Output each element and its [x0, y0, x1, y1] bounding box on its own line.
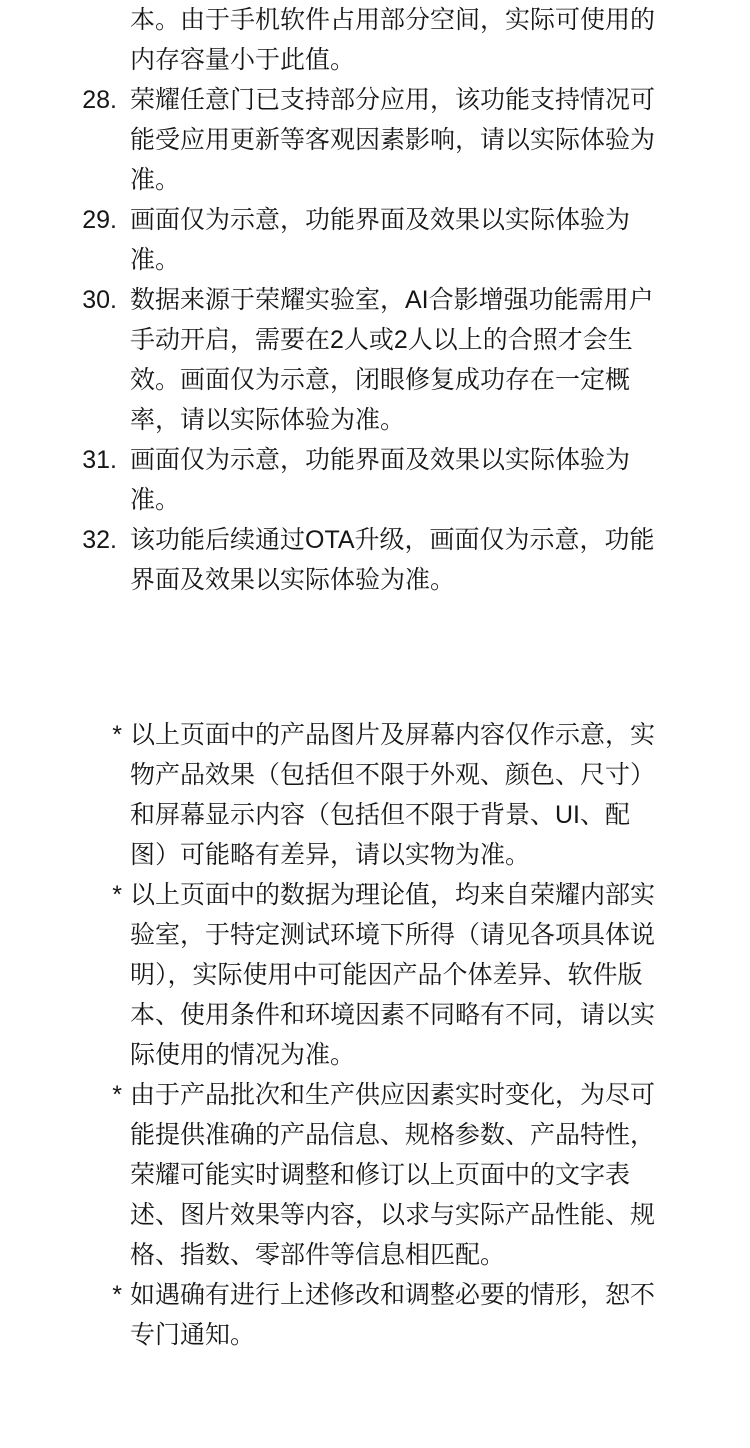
- footnotes-section: [0, 715, 750, 1355]
- text-line: 能受应用更新等客观因素影响，请以实际体验为: [130, 126, 656, 154]
- text-line: 该功能后续通过OTA升级，画面仅为示意，功能: [130, 526, 655, 554]
- numbered-note-29: [0, 200, 750, 280]
- text-line: 荣耀任意门已支持部分应用，该功能支持情况可: [130, 86, 656, 114]
- text-line: 本、使用条件和环境因素不同略有不同，请以实: [130, 1001, 656, 1029]
- numbered-note-30: [0, 280, 750, 440]
- text-line: 率，请以实际体验为准。: [130, 406, 406, 434]
- text-line: 手动开启，需要在2人或2人以上的合照才会生: [130, 326, 633, 354]
- asterisk-marker: *: [112, 721, 122, 749]
- text-line: 由于产品批次和生产供应因素实时变化，为尽可: [130, 1081, 656, 1109]
- text-line: 本。由于手机软件占用部分空间，实际可使用的: [130, 6, 656, 34]
- text-line: 画面仅为示意，功能界面及效果以实际体验为: [130, 446, 631, 474]
- numbered-note-31: [0, 440, 750, 520]
- asterisk-marker: *: [112, 881, 122, 909]
- text-line: 能提供准确的产品信息、规格参数、产品特性，: [130, 1121, 656, 1149]
- text-line: 和屏幕显示内容（包括但不限于背景、UI、配: [130, 801, 631, 829]
- text-line: 明），实际使用中可能因产品个体差异、软件版: [130, 961, 643, 989]
- text-line: 界面及效果以实际体验为准。: [130, 566, 456, 594]
- text-line: 准。: [130, 166, 181, 194]
- list-number: 30.: [82, 286, 117, 314]
- numbered-notes-section: [0, 0, 750, 600]
- text-line: 内存容量小于此值。: [130, 46, 356, 74]
- text-line: 准。: [130, 486, 181, 514]
- text-line: 专门通知。: [130, 1321, 256, 1349]
- numbered-note-28: [0, 80, 750, 200]
- text-line: 物产品效果（包括但不限于外观、颜色、尺寸）: [130, 761, 656, 789]
- text-line: 准。: [130, 246, 181, 274]
- text-line: 效。画面仅为示意，闭眼修复成功存在一定概: [130, 366, 631, 394]
- list-number: 28.: [82, 86, 117, 114]
- footnote-product-batches: [0, 1075, 750, 1275]
- list-number: 29.: [82, 206, 117, 234]
- text-line: 如遇确有进行上述修改和调整必要的情形，恕不: [130, 1281, 656, 1309]
- text-line: 以上页面中的产品图片及屏幕内容仅作示意，实: [130, 721, 656, 749]
- numbered-note-32: [0, 520, 750, 600]
- note-continuation: [0, 0, 750, 80]
- asterisk-marker: *: [112, 1081, 122, 1109]
- text-line: 画面仅为示意，功能界面及效果以实际体验为: [130, 206, 631, 234]
- text-line: 验室，于特定测试环境下所得（请见各项具体说: [130, 921, 656, 949]
- text-line: 际使用的情况为准。: [130, 1041, 356, 1069]
- text-line: 荣耀可能实时调整和修订以上页面中的文字表: [130, 1161, 631, 1189]
- list-number: 32.: [82, 526, 117, 554]
- text-line: 以上页面中的数据为理论值，均来自荣耀内部实: [130, 881, 656, 909]
- footnote-product-images: [0, 715, 750, 875]
- asterisk-marker: *: [112, 1281, 122, 1309]
- text-line: 数据来源于荣耀实验室，AI合影增强功能需用户: [130, 286, 654, 314]
- footnote-lab-data: [0, 875, 750, 1075]
- list-number: 31.: [82, 446, 117, 474]
- footnote-no-notice: [0, 1275, 750, 1355]
- text-line: 述、图片效果等内容，以求与实际产品性能、规: [130, 1201, 656, 1229]
- text-line: 图）可能略有差异，请以实物为准。: [130, 841, 531, 869]
- text-line: 格、指数、零部件等信息相匹配。: [130, 1241, 506, 1269]
